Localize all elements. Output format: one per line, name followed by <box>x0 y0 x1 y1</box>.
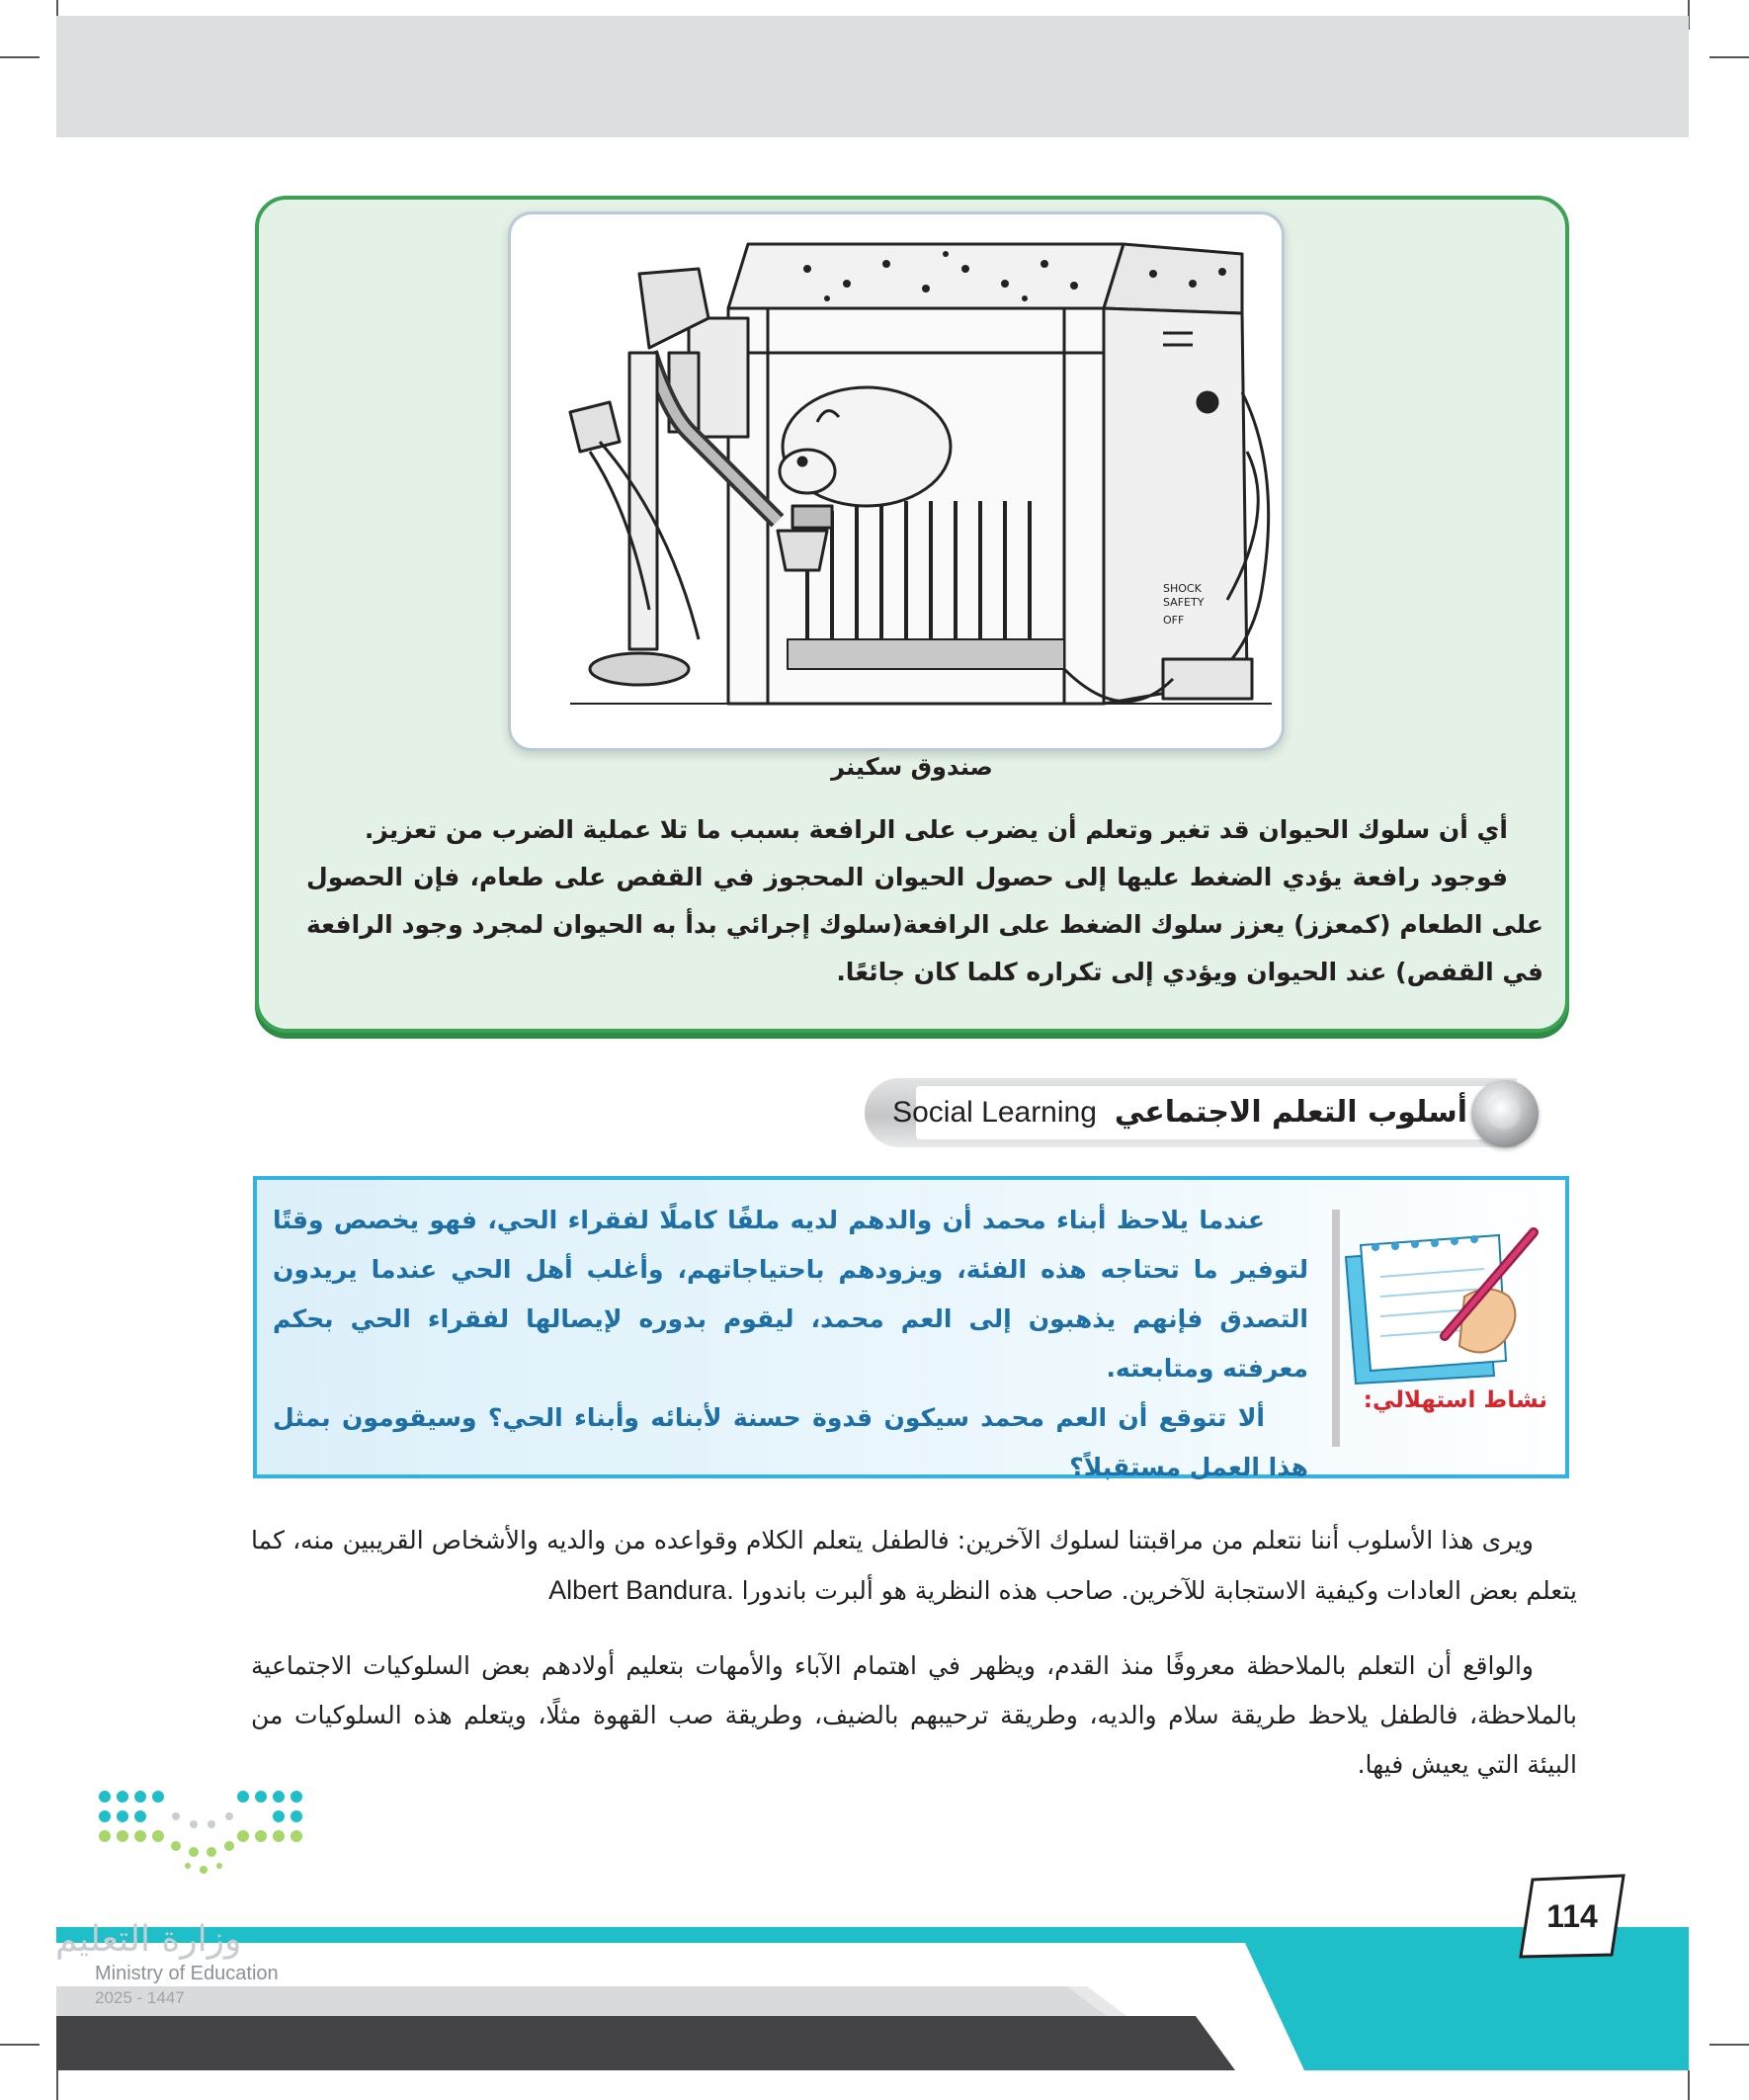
heading-bullet-icon <box>1471 1080 1539 1147</box>
body-paragraph-1-arabic: ويرى هذا الأسلوب أننا نتعلم من مراقبتنا لسلوك الآخرين: فالطفل يتعلم الكلام وقواعده من والديه والأشخاص القريبين منه، كما يتعلم بعض العادات وكيفية الاستجابة للآخرين. صاحب هذه النظرية هو ألبرت باندورا <box>251 1526 1577 1605</box>
shock-sign-text: SHOCK <box>1163 582 1202 595</box>
skinner-box-illustration <box>511 214 1282 748</box>
activity-divider <box>1332 1210 1340 1447</box>
ministry-logo <box>95 1777 312 1886</box>
activity-box <box>253 1176 1569 1481</box>
footer-band <box>0 1927 1749 2100</box>
figure-caption: صندوق سكينر <box>831 753 993 781</box>
green-box-text <box>306 806 1543 996</box>
ministry-name-arabic: وزارة التعليم <box>55 1919 242 1960</box>
bandura-name: Albert Bandura. <box>548 1575 734 1605</box>
ministry-year: 2025 - 1447 <box>95 1988 185 2007</box>
section-heading <box>865 1072 1566 1155</box>
body-text <box>251 1516 1577 1815</box>
skinner-box-panel <box>255 196 1569 1033</box>
body-paragraph-2: والواقع أن التعلم بالملاحظة معروفًا منذ القدم، ويظهر في اهتمام الآباء والأمهات بتعليم أولادهم بعض السلوكيات الاجتماعية بالملاحظة، فالطفل يلاحظ طريقة سلام والديه، وطريقة ترحيبهم بالضيف، وطريقة صب القهوة مثلًا، ويتعلم هذه السلوكيات من البيئة التي يعيش فيها. <box>251 1651 1577 1779</box>
crop-mark <box>1709 56 1749 58</box>
off-sign-text: OFF <box>1163 614 1185 627</box>
green-paragraph-2: فوجود رافعة يؤدي الضغط عليها إلى حصول الحيوان المحجوز في القفص على طعام، فإن الحصول على الطعام (كمعزز) يعزز سلوك الضغط على الرافعة(سلوك إجرائي بدأ به الحيوان لمجرد وجود الرافعة في القفص) عند الحيوان ويؤدي إلى تكراره كلما كان جائعًا. <box>306 863 1543 986</box>
crop-mark <box>0 56 40 58</box>
ministry-name-english: Ministry of Education <box>95 1963 279 1984</box>
safety-sign-text: SAFETY <box>1163 596 1205 609</box>
activity-label: نشاط استهلالي: <box>1363 1387 1547 1413</box>
writing-hand-icon <box>1336 1227 1545 1386</box>
section-title-arabic: أسلوب التعلم الاجتماعي <box>1114 1095 1467 1130</box>
page-number: 114 <box>1546 1898 1598 1934</box>
activity-paragraph-1: عندما يلاحظ أبناء محمد أن والدهم لديه ملفًا كاملًا لفقراء الحي، فهو يخصص وقتًا لتوفير ما تحتاجه هذه الفئة، ويزودهم باحتياجاتهم، وأغلب أهل الحي عندما يريدون التصدق فإنهم يذهبون إلى العم محمد، ليقوم بدوره لإيصالها لفقراء الحي بحكم معرفته ومتابعته. <box>273 1206 1308 1383</box>
green-paragraph-1: أي أن سلوك الحيوان قد تغير وتعلم أن يضرب على الرافعة بسبب ما تلا عملية الضرب من تعزيز. <box>364 815 1508 844</box>
body-paragraph-1 <box>251 1516 1577 1616</box>
section-title-english: Social Learning <box>892 1096 1097 1129</box>
activity-paragraph-2: ألا تتوقع أن العم محمد سيكون قدوة حسنة لأبنائه وأبناء الحي؟ وسيقومون بمثل هذا العمل مستقبلاً؟ <box>273 1403 1308 1481</box>
activity-text <box>273 1196 1308 1492</box>
header-band <box>56 16 1689 137</box>
skinner-box-figure <box>508 211 1285 751</box>
section-title <box>892 1078 1467 1147</box>
